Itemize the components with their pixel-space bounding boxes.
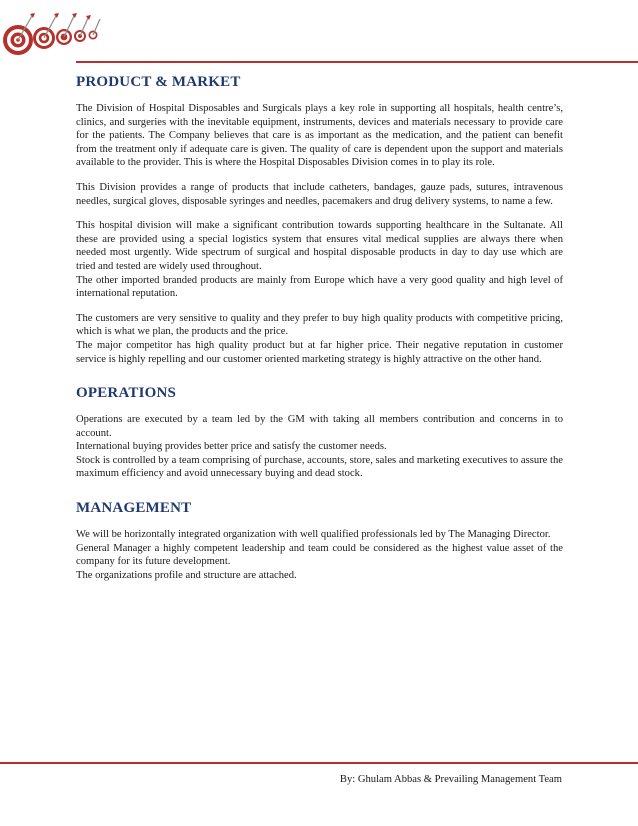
arrow-fletching bbox=[30, 13, 91, 20]
paragraph: Operations are executed by a team led by the GM with taking all members contribution and concerns in to account. bbox=[76, 414, 563, 439]
paragraph: The major competitor has high quality product but at far higher price. Their negative reputation in customer service is highly repelling and our customer oriented marketing strategy is highly attractive on the other hand. bbox=[76, 339, 563, 365]
paragraph: The Division of Hospital Disposables and Surgicals plays a key role in supporting all hospitals, health centre’s, clinics, and surgeries with the inevitable equipment, instruments, devices and materials necessary to provide care for the patients. The Company believes that care is as important as the medication, and the patient can benefit from the treatment only if adequate care is given. The quality of care is dependent upon the support and materials available to the provider. This is where the Hospital Disposables Division comes in to play its role. bbox=[76, 103, 563, 169]
header-rule bbox=[76, 61, 638, 63]
paragraph: We will be horizontally integrated organization with well qualified professionals led by The Managing Director. bbox=[76, 529, 551, 541]
paragraph: The organizations profile and structure are attached. bbox=[76, 569, 297, 581]
target-arrows-icon bbox=[2, 4, 106, 64]
section-title-operations: OPERATIONS bbox=[76, 385, 177, 402]
section-title-management: MANAGEMENT bbox=[76, 500, 192, 517]
page-content bbox=[76, 74, 563, 593]
paragraph: The customers are very sensitive to quality and they prefer to buy high quality products with competitive pricing, which is what we plan, the products and the price. bbox=[76, 312, 563, 338]
footer-credit: By: Ghulam Abbas & Prevailing Management Team bbox=[339, 774, 562, 785]
footer-rule bbox=[0, 762, 638, 764]
paragraph: This Division provides a range of products that include catheters, bandages, gauze pads, sutures, intravenous needles, surgical gloves, disposable syringes and needles, pacemakers and drug delivery systems, to name a few. bbox=[76, 181, 563, 207]
paragraph: The other imported branded products are mainly from Europe which have a very good quality and high level of international reputation. bbox=[76, 274, 563, 300]
section-title-product-market: PRODUCT & MARKET bbox=[76, 74, 241, 90]
paragraph: Stock is controlled by a team comprising of purchase, accounts, store, sales and marketing executives to assure the maximum efficiency and avoid unnecessary buying and dead stock. bbox=[76, 454, 563, 480]
paragraph: General Manager a highly competent leadership and team could be considered as the highest value asset of the company for its future development. bbox=[76, 542, 563, 568]
paragraph: International buying provides better price and satisfy the customer needs. bbox=[76, 441, 387, 453]
paragraph: This hospital division will make a significant contribution towards supporting healthcare in the Sultanate. All these are provided using a special logistics system that ensures vital medical supplies are always there when needed most urgently. Wide spectrum of surgical and hospital disposable products in day to day use which are tried and tested are widely used throughout. bbox=[76, 220, 563, 272]
